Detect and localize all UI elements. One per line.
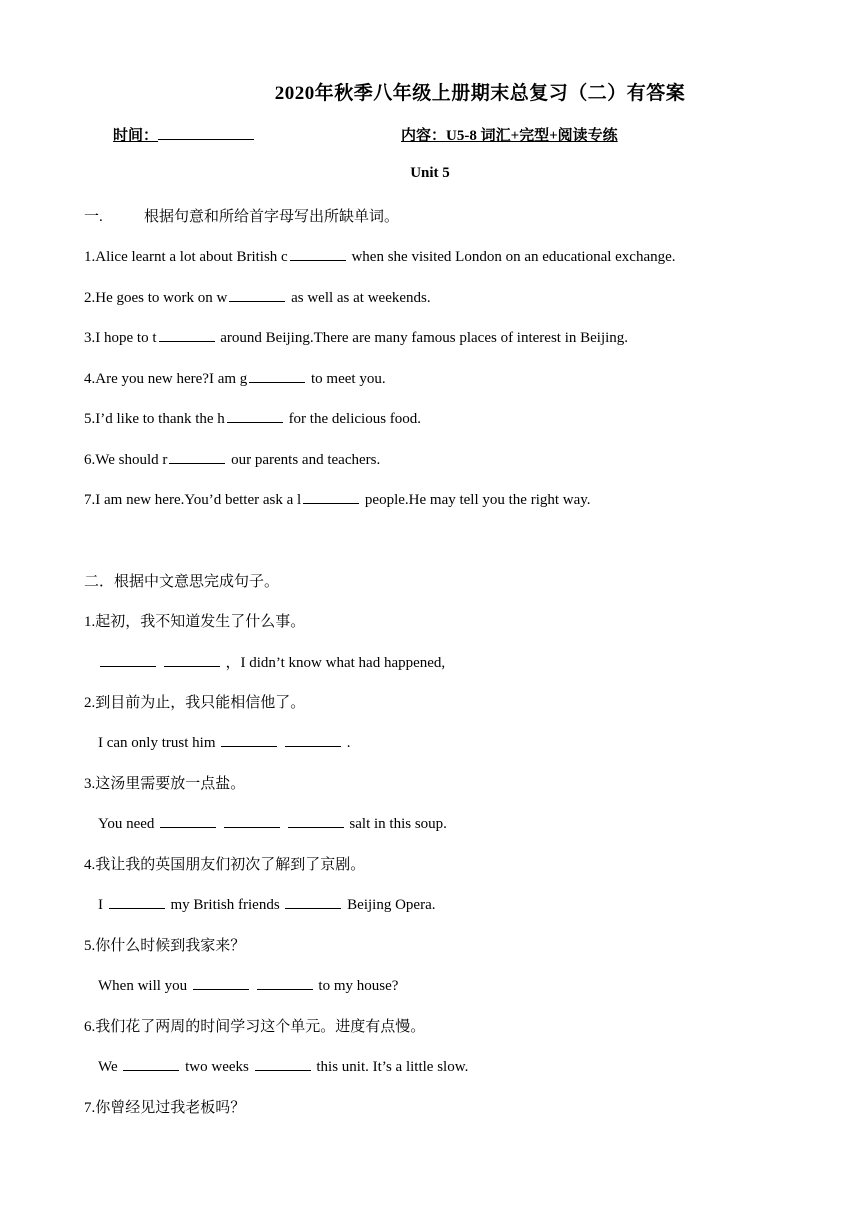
section2-item-1-cn: 1.起初，我不知道发生了什么事。 [84,614,306,630]
unit-heading: Unit 5 [410,165,450,181]
section1-item-1 [84,246,676,266]
section1-item-6 [84,449,380,469]
section1-item-2 [84,287,431,307]
item-text: our parents and teachers. [227,452,381,468]
section1-instruction: 根据句意和所给首字母写出所缺单词。 [144,209,400,225]
section1-number: 一. [84,209,103,225]
answer-blank [109,894,165,909]
item-text: Beijing Opera. [343,897,436,913]
section1-item-4 [84,368,386,388]
content-label: 内容：U5-8 词汇+完型+阅读专练 [401,128,618,144]
item-text: I [98,897,107,913]
answer-blank [169,449,225,464]
section2-item-7-cn: 7.你曾经见过我老板吗？ [84,1100,246,1116]
item-text: You need [98,816,159,832]
answer-blank [303,489,359,504]
answer-blank [159,327,215,342]
answer-blank [257,975,313,990]
item-text: salt in this soup. [345,816,447,832]
item-text: to my house? [314,978,399,994]
answer-blank [288,813,344,828]
item-text: I can only trust him [98,735,220,751]
answer-blank [193,975,249,990]
item-text: two weeks [181,1059,253,1075]
item-text: 1.Alice learnt a lot about British c [84,249,288,265]
section2-item-6-cn: 6.我们花了两周的时间学习这个单元。进度有点慢。 [84,1019,426,1035]
section2-item-2-cn: 2.到目前为止，我只能相信他了。 [84,695,306,711]
item-text: . [342,735,351,751]
answer-blank [290,246,346,261]
item-text: 7.I am new here.You’d better ask a l [84,492,302,508]
item-text: 4.Are you new here?I am g [84,371,248,387]
section1-item-3 [84,327,628,347]
answer-blank [255,1056,311,1071]
item-text: to meet you. [307,371,386,387]
item-text: ，I didn’t know what had happened, [221,655,446,671]
item-text: 2.He goes to work on w [84,290,228,306]
item-text: 5.I’d like to thank the h [84,411,225,427]
item-text: 6.We should r [84,452,168,468]
section1-item-5 [84,408,421,428]
item-text: my British friends [166,897,284,913]
document-title: 2020年秋季八年级上册期末总复习（二）有答案 [274,83,686,104]
section2-item-3-en [98,813,447,833]
section2-item-3-cn: 3.这汤里需要放一点盐。 [84,776,246,792]
time-label: 时间： [113,128,159,144]
answer-blank [227,408,283,423]
item-text: when she visited London on an educational exchange. [347,249,676,265]
answer-blank [229,287,285,302]
answer-blank [285,894,341,909]
section2-item-6-en [98,1056,468,1076]
answer-blank [123,1056,179,1071]
section1-item-7 [84,489,591,509]
answer-blank [100,652,156,667]
section2-heading: 二．根据中文意思完成句子。 [84,574,280,590]
item-text: We [98,1059,122,1075]
item-text: for the delicious food. [284,411,422,427]
answer-blank [221,732,277,747]
answer-blank [160,813,216,828]
section2-item-1-en [98,651,445,672]
section2-item-2-en [98,732,350,752]
item-text: 3.I hope to t [84,330,157,346]
item-text: people.He may tell you the right way. [361,492,591,508]
section1-heading [84,205,399,226]
section2-item-5-cn: 5.你什么时候到我家来？ [84,938,246,954]
section2-item-5-en [98,975,398,995]
time-blank [158,124,254,140]
answer-blank [249,368,305,383]
item-text: around Beijing.There are many famous places of interest in Beijing. [216,330,629,346]
answer-blank [224,813,280,828]
section2-item-4-cn: 4.我让我的英国朋友们初次了解到了京剧。 [84,857,366,873]
item-text: as well as at weekends. [287,290,431,306]
answer-blank [285,732,341,747]
item-text: When will you [98,978,191,994]
time-field [113,124,254,145]
item-text: this unit. It’s a little slow. [312,1059,469,1075]
answer-blank [164,652,220,667]
section2-item-4-en [98,894,435,914]
